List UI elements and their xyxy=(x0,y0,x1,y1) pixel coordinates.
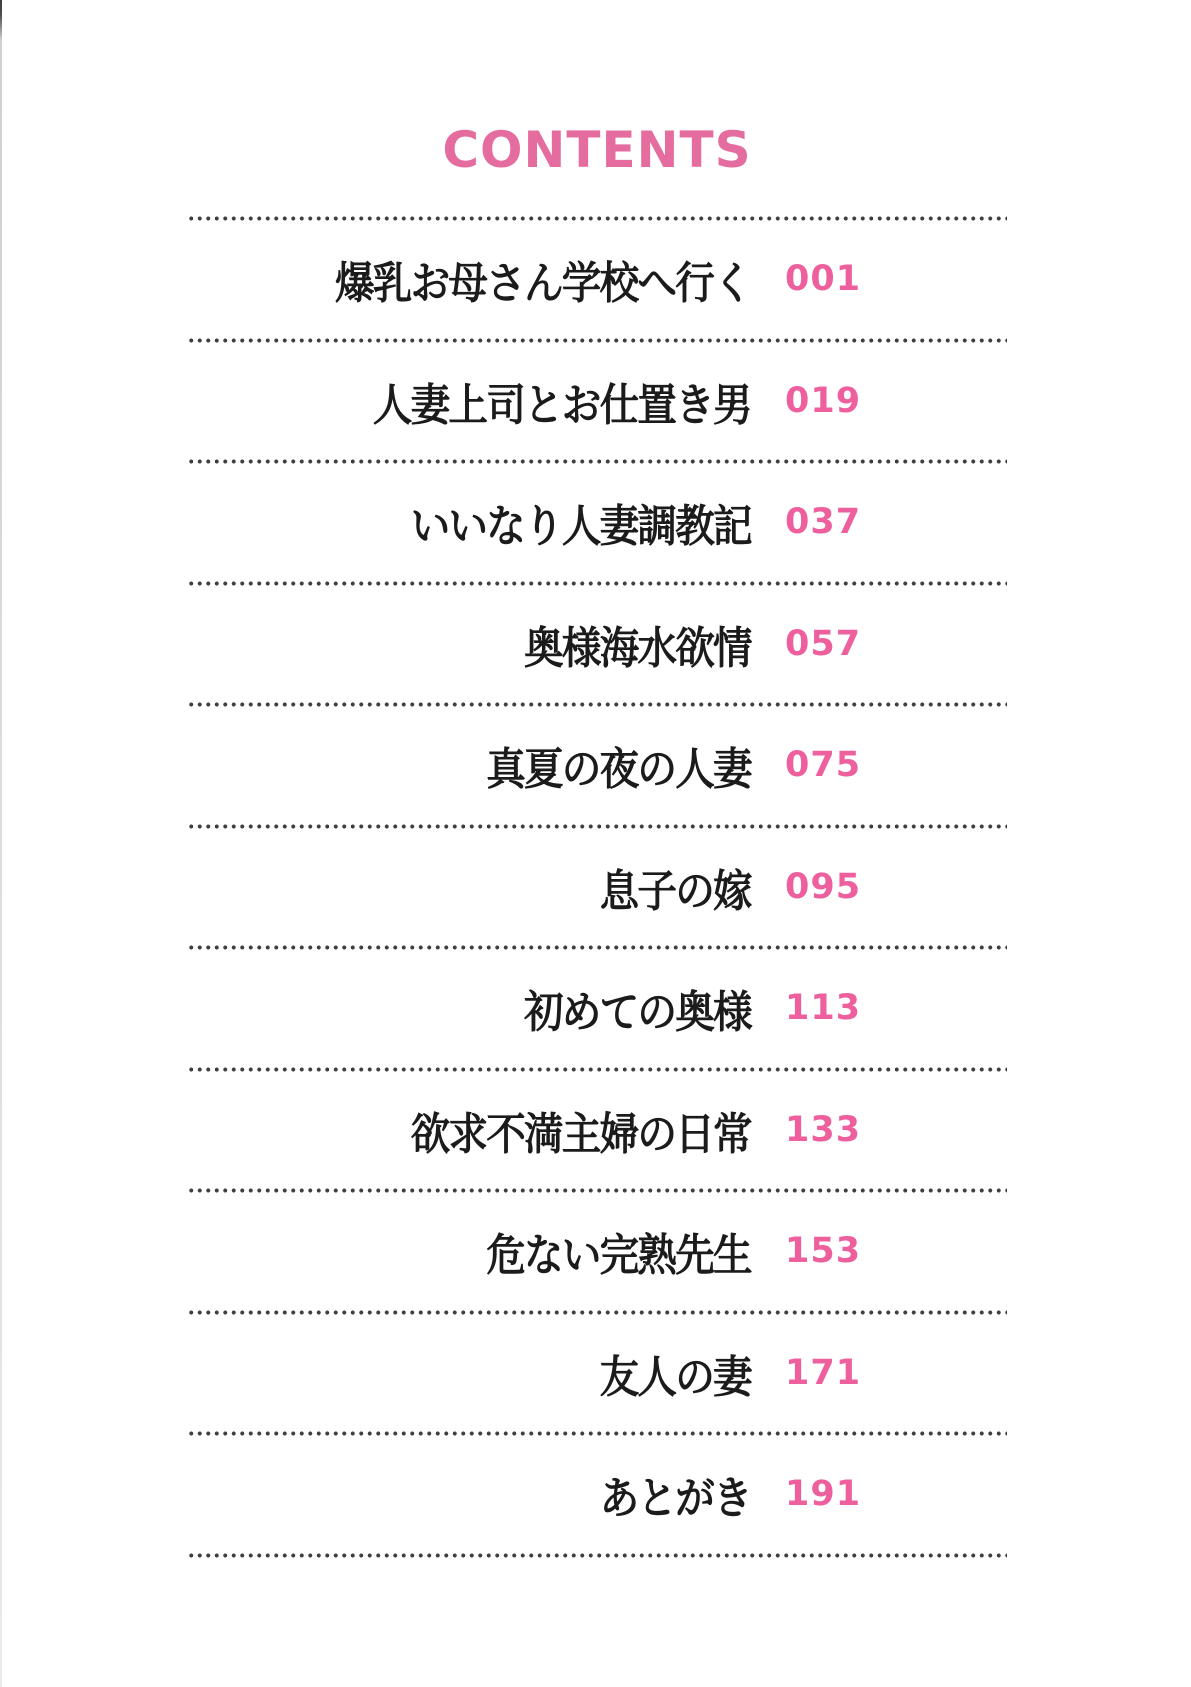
dotted-divider xyxy=(187,1553,1007,1558)
toc-entry xyxy=(187,1193,1007,1310)
toc-entry-page-number: 019 xyxy=(785,380,862,421)
toc-entry-title: 息子の嫁 xyxy=(599,865,751,917)
toc-entry-title: 欲求不満主婦の日常 xyxy=(410,1108,751,1160)
toc-entry xyxy=(187,221,1007,338)
toc-entry-title: 爆乳お母さん学校へ行く xyxy=(335,258,751,310)
toc-entry xyxy=(187,1436,1007,1553)
toc-entry xyxy=(187,707,1007,824)
toc-entry-page-number: 057 xyxy=(785,623,862,664)
toc-entry-page-number: 075 xyxy=(785,745,862,786)
toc-entry-title: 人妻上司とお仕置き男 xyxy=(372,379,751,431)
toc-entry-page-number: 191 xyxy=(785,1474,862,1515)
toc-entry-title: いいなり人妻調教記 xyxy=(410,501,751,553)
toc-entry-page-number: 133 xyxy=(785,1109,862,1150)
page-title: CONTENTS xyxy=(442,121,752,179)
toc-entry-page-number: 171 xyxy=(785,1352,862,1393)
toc-entry xyxy=(187,343,1007,460)
toc-entry-title: 真夏の夜の人妻 xyxy=(486,744,751,796)
toc-entry-page-number: 095 xyxy=(785,866,862,907)
toc-entry xyxy=(187,1072,1007,1189)
toc-entry-page-number: 001 xyxy=(785,259,862,300)
toc-entry xyxy=(187,464,1007,581)
toc-entry-title: 初めての奥様 xyxy=(524,987,751,1039)
toc-entry xyxy=(187,1315,1007,1432)
toc-entry xyxy=(187,950,1007,1067)
toc-entry xyxy=(187,586,1007,703)
toc-list xyxy=(187,216,1007,1558)
toc-entry-page-number: 153 xyxy=(785,1231,862,1272)
toc-entry-page-number: 037 xyxy=(785,502,862,543)
toc-entry-title: 奥様海水欲情 xyxy=(524,622,751,674)
toc-entry-page-number: 113 xyxy=(785,988,862,1029)
toc-entry-title: あとがき xyxy=(599,1473,751,1525)
toc-entry xyxy=(187,829,1007,946)
scan-edge-artifact xyxy=(0,0,2,1687)
toc-entry-title: 危ない完熟先生 xyxy=(486,1230,751,1282)
toc-entry-title: 友人の妻 xyxy=(599,1351,751,1403)
